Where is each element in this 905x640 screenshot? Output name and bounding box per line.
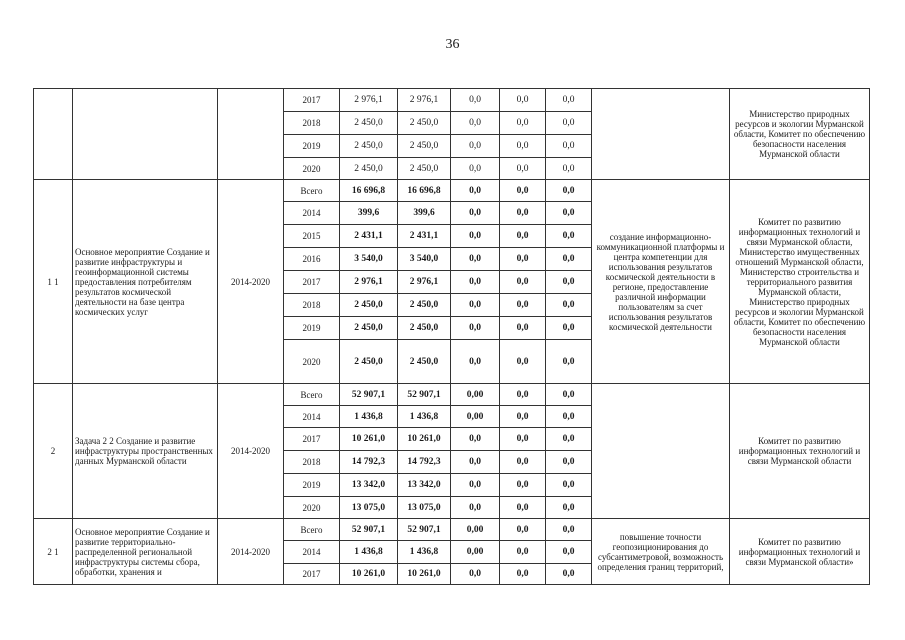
- value-cell: 2 450,0: [340, 317, 398, 340]
- value-cell: 0,0: [500, 112, 546, 135]
- value-cell: 2 450,0: [398, 317, 451, 340]
- responsible-cell: Министерство природных ресурсов и экологии Мурманской области, Комитет по обеспечению безопасности населения Мурманской области: [730, 89, 870, 180]
- value-cell: 0,0: [500, 158, 546, 180]
- value-cell: 2 976,1: [398, 271, 451, 294]
- value-cell: 1 436,8: [340, 541, 398, 564]
- value-cell: 0,0: [546, 384, 592, 406]
- value-cell: 2 450,0: [340, 112, 398, 135]
- year-cell: 2014: [284, 541, 340, 564]
- value-cell: 0,0: [546, 248, 592, 271]
- value-cell: 52 907,1: [340, 519, 398, 541]
- result-cell: создание информационно-коммуникационной платформы и центра компетенции для использования результатов космической деятельности в регионе, предоставление различной информации пользователям за счет использования результатов космической деятельности: [592, 180, 730, 384]
- value-cell: 0,0: [546, 564, 592, 585]
- value-cell: 0,00: [451, 519, 500, 541]
- value-cell: 0,0: [451, 158, 500, 180]
- value-cell: 0,0: [500, 317, 546, 340]
- value-cell: 14 792,3: [340, 451, 398, 474]
- value-cell: 0,0: [451, 340, 500, 384]
- name-cell: Основное мероприятие Создание и развитие инфраструктуры и геоинформационной системы предоставления потребителям результатов космической деятельности на базе центра космических услуг: [73, 180, 218, 384]
- value-cell: 0,0: [451, 202, 500, 225]
- year-cell: 2019: [284, 317, 340, 340]
- value-cell: 0,0: [451, 248, 500, 271]
- value-cell: 1 436,8: [398, 406, 451, 428]
- value-cell: 0,0: [500, 340, 546, 384]
- value-cell: 2 450,0: [398, 158, 451, 180]
- value-cell: 2 450,0: [340, 340, 398, 384]
- value-cell: 0,0: [546, 89, 592, 112]
- value-cell: 0,0: [546, 271, 592, 294]
- year-cell: 2017: [284, 564, 340, 585]
- value-cell: 0,0: [546, 180, 592, 202]
- value-cell: 0,0: [451, 225, 500, 248]
- value-cell: 0,0: [500, 89, 546, 112]
- value-cell: 0,0: [546, 451, 592, 474]
- value-cell: 0,0: [546, 519, 592, 541]
- value-cell: 0,00: [451, 384, 500, 406]
- result-cell: повышение точности геопозиционирования до субсантиметровой, возможность определения границ территорий,: [592, 519, 730, 585]
- value-cell: 0,0: [546, 317, 592, 340]
- value-cell: 0,0: [451, 89, 500, 112]
- value-cell: 16 696,8: [340, 180, 398, 202]
- value-cell: 2 431,1: [398, 225, 451, 248]
- value-cell: 0,0: [546, 406, 592, 428]
- value-cell: 3 540,0: [340, 248, 398, 271]
- value-cell: 0,0: [500, 519, 546, 541]
- year-cell: 2018: [284, 294, 340, 317]
- value-cell: 10 261,0: [398, 564, 451, 585]
- value-cell: 399,6: [398, 202, 451, 225]
- year-cell: 2020: [284, 497, 340, 519]
- value-cell: 0,0: [500, 202, 546, 225]
- year-cell: 2017: [284, 428, 340, 451]
- responsible-cell: Комитет по развитию информационных технологий и связи Мурманской области, Министерство имущественных отношений Мурманской области, Министерство строительства и территориального развития Мурманской области, Министерство природных ресурсов и экологии Мурманской области, Комитет по обеспечению безопасности населения Мурманской области: [730, 180, 870, 384]
- value-cell: 13 075,0: [398, 497, 451, 519]
- value-cell: 0,0: [451, 317, 500, 340]
- value-cell: 0,0: [546, 135, 592, 158]
- value-cell: 2 450,0: [340, 135, 398, 158]
- value-cell: 2 450,0: [340, 158, 398, 180]
- value-cell: 0,0: [546, 340, 592, 384]
- value-cell: 0,0: [451, 180, 500, 202]
- value-cell: 2 431,1: [340, 225, 398, 248]
- year-cell: Всего: [284, 180, 340, 202]
- value-cell: 399,6: [340, 202, 398, 225]
- value-cell: 0,0: [500, 451, 546, 474]
- table-row: [34, 384, 870, 406]
- value-cell: 0,0: [500, 135, 546, 158]
- value-cell: 2 450,0: [398, 135, 451, 158]
- value-cell: 0,0: [451, 271, 500, 294]
- value-cell: 0,0: [546, 294, 592, 317]
- value-cell: 2 450,0: [340, 294, 398, 317]
- period-cell: 2014-2020: [218, 180, 284, 384]
- value-cell: 13 075,0: [340, 497, 398, 519]
- year-cell: 2019: [284, 474, 340, 497]
- result-cell: [592, 89, 730, 180]
- value-cell: 0,0: [451, 497, 500, 519]
- table-row: [34, 519, 870, 541]
- value-cell: 0,0: [500, 564, 546, 585]
- program-table: [33, 88, 870, 585]
- year-cell: 2018: [284, 112, 340, 135]
- value-cell: 2 976,1: [340, 89, 398, 112]
- value-cell: 0,0: [451, 451, 500, 474]
- year-cell: 2016: [284, 248, 340, 271]
- value-cell: 0,0: [546, 541, 592, 564]
- num-cell: [34, 89, 73, 180]
- num-cell: 2: [34, 384, 73, 519]
- value-cell: 0,0: [500, 180, 546, 202]
- responsible-cell: Комитет по развитию информационных технологий и связи Мурманской области: [730, 384, 870, 519]
- num-cell: 1 1: [34, 180, 73, 384]
- value-cell: 0,0: [546, 202, 592, 225]
- value-cell: 1 436,8: [398, 541, 451, 564]
- value-cell: 52 907,1: [398, 384, 451, 406]
- value-cell: 2 976,1: [398, 89, 451, 112]
- value-cell: 0,00: [451, 406, 500, 428]
- value-cell: 10 261,0: [398, 428, 451, 451]
- name-cell: Основное мероприятие Создание и развитие территориально-распределенной региональной инфраструктуры системы сбора, обработки, хранения и: [73, 519, 218, 585]
- value-cell: 0,0: [451, 294, 500, 317]
- value-cell: 0,0: [546, 497, 592, 519]
- value-cell: 2 976,1: [340, 271, 398, 294]
- value-cell: 0,0: [500, 384, 546, 406]
- value-cell: 52 907,1: [340, 384, 398, 406]
- value-cell: 13 342,0: [340, 474, 398, 497]
- value-cell: 0,0: [546, 428, 592, 451]
- value-cell: 0,0: [500, 541, 546, 564]
- value-cell: 3 540,0: [398, 248, 451, 271]
- period-cell: 2014-2020: [218, 519, 284, 585]
- value-cell: 1 436,8: [340, 406, 398, 428]
- value-cell: 16 696,8: [398, 180, 451, 202]
- value-cell: 0,0: [546, 474, 592, 497]
- value-cell: 0,0: [500, 248, 546, 271]
- year-cell: 2014: [284, 406, 340, 428]
- value-cell: 10 261,0: [340, 428, 398, 451]
- value-cell: 0,0: [500, 428, 546, 451]
- value-cell: 0,0: [500, 225, 546, 248]
- value-cell: 2 450,0: [398, 340, 451, 384]
- value-cell: 0,0: [500, 474, 546, 497]
- period-cell: 2014-2020: [218, 384, 284, 519]
- value-cell: 10 261,0: [340, 564, 398, 585]
- table-row: [34, 89, 870, 112]
- value-cell: 0,0: [451, 428, 500, 451]
- value-cell: 0,0: [500, 406, 546, 428]
- value-cell: 0,0: [500, 294, 546, 317]
- value-cell: 0,0: [546, 112, 592, 135]
- value-cell: 52 907,1: [398, 519, 451, 541]
- value-cell: 0,0: [546, 225, 592, 248]
- value-cell: 2 450,0: [398, 112, 451, 135]
- value-cell: 0,0: [451, 564, 500, 585]
- value-cell: 0,0: [451, 112, 500, 135]
- year-cell: 2019: [284, 135, 340, 158]
- name-cell: [73, 89, 218, 180]
- period-cell: [218, 89, 284, 180]
- year-cell: 2020: [284, 158, 340, 180]
- name-cell: Задача 2 2 Создание и развитие инфраструктуры пространственных данных Мурманской области: [73, 384, 218, 519]
- value-cell: 13 342,0: [398, 474, 451, 497]
- value-cell: 0,00: [451, 541, 500, 564]
- year-cell: 2017: [284, 271, 340, 294]
- value-cell: 0,0: [500, 497, 546, 519]
- value-cell: 0,0: [500, 271, 546, 294]
- value-cell: 2 450,0: [398, 294, 451, 317]
- year-cell: Всего: [284, 519, 340, 541]
- year-cell: 2020: [284, 340, 340, 384]
- year-cell: 2018: [284, 451, 340, 474]
- value-cell: 0,0: [451, 474, 500, 497]
- year-cell: 2014: [284, 202, 340, 225]
- num-cell: 2 1: [34, 519, 73, 585]
- result-cell: [592, 384, 730, 519]
- table-row: [34, 180, 870, 202]
- year-cell: 2017: [284, 89, 340, 112]
- responsible-cell: Комитет по развитию информационных технологий и связи Мурманской области»: [730, 519, 870, 585]
- page-number: 36: [445, 37, 460, 52]
- year-cell: Всего: [284, 384, 340, 406]
- value-cell: 0,0: [546, 158, 592, 180]
- value-cell: 0,0: [451, 135, 500, 158]
- value-cell: 14 792,3: [398, 451, 451, 474]
- year-cell: 2015: [284, 225, 340, 248]
